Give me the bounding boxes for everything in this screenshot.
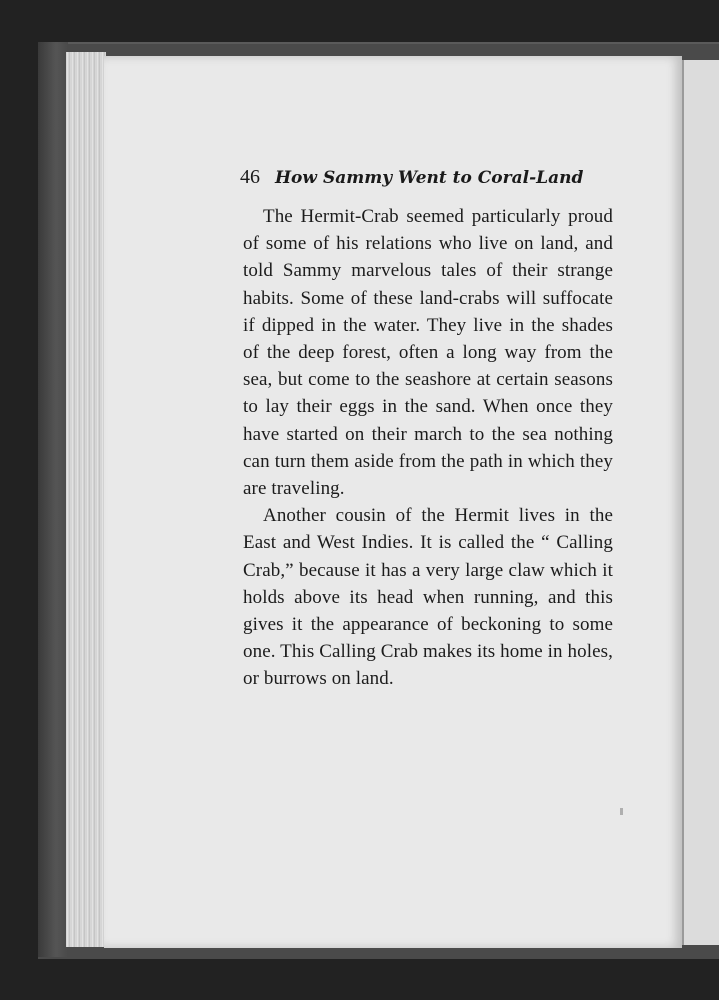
page-body — [243, 203, 613, 693]
page-edges — [66, 52, 106, 947]
book-spine — [38, 42, 68, 957]
page-header — [240, 166, 620, 189]
paper-speck — [620, 808, 623, 815]
running-title: How Sammy Went to Coral-Land — [275, 168, 584, 188]
paragraph: The Hermit-Crab seemed particularly proud of some of his relations who live on land, and told Sammy marvelous tales of their strange habits. Some of these land-crabs will suffocate if dipped in the water. They live in the shades of the deep forest, often a long way from the sea, but come to the seashore at certain seasons to lay their eggs in the sand. When once they have started on their march to the sea nothing can turn them aside from the path in which they are traveling. — [243, 206, 613, 500]
paragraph: Another cousin of the Hermit lives in the East and West Indies. It is called the “ Calling Crab,” because it has a very large claw which it holds above its head when running, and this gives it the appearance of beckoning to some one. This Calling Crab makes its home in holes, or burrows on land. — [243, 505, 613, 690]
page-number: 46 — [240, 166, 260, 188]
facing-page-edge — [682, 60, 719, 945]
